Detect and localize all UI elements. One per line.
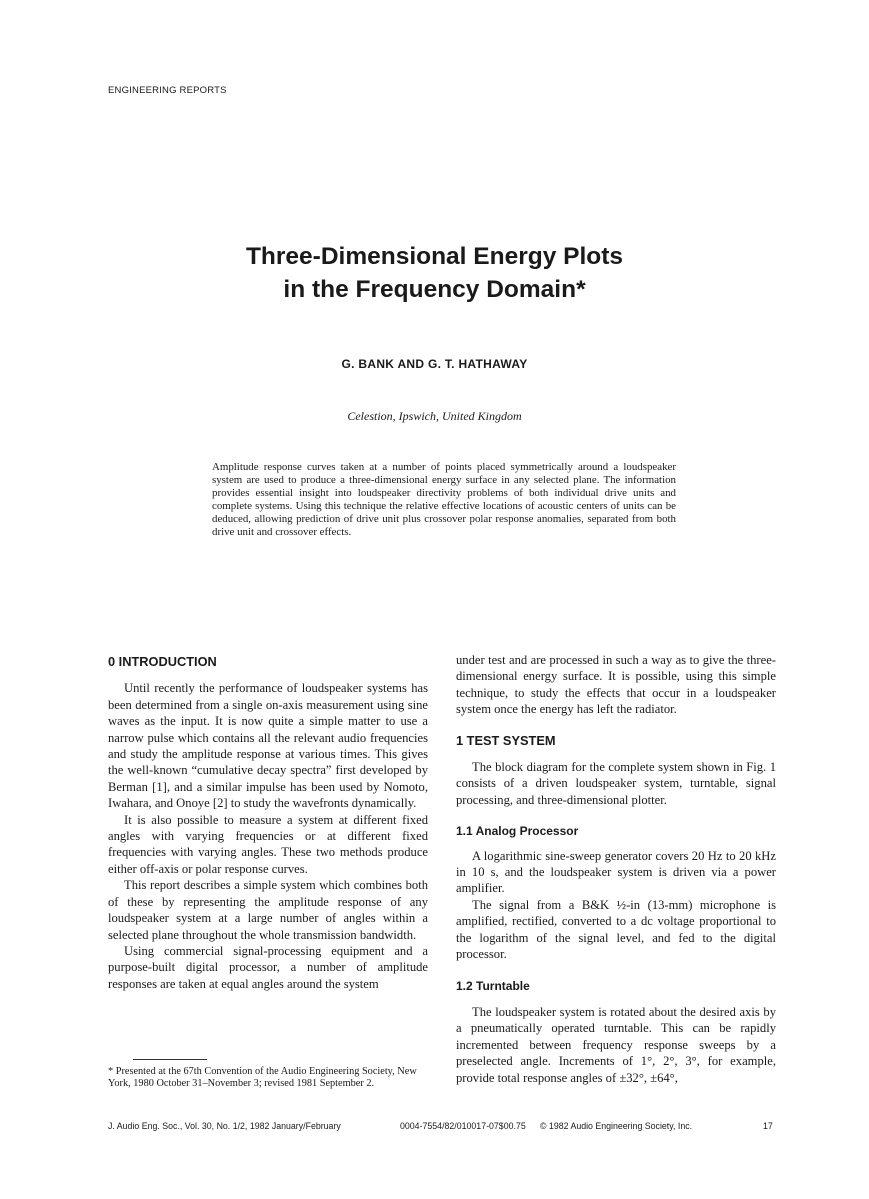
copyright-notice: © 1982 Audio Engineering Society, Inc. bbox=[540, 1121, 693, 1131]
paragraph: The loudspeaker system is rotated about the desired axis by a pneumatically operated turntable. This can be rapidly incremented between frequency response sweeps by a preselected angle. Increments of 1°, 2°, 3°, for example, provide total response angles of ±32°, ±64°, bbox=[456, 1004, 776, 1085]
left-column bbox=[108, 652, 428, 992]
footnote: * Presented at the 67th Convention of the Audio Engineering Society, New York, 1980 October 31–November 3; revised 1981 September 2. bbox=[108, 1066, 417, 1089]
footnote-divider bbox=[133, 1059, 207, 1060]
subsection-heading-analog-processor: 1.1 Analog Processor bbox=[456, 824, 579, 839]
paragraph: It is also possible to measure a system at different fixed angles with varying frequencies or at different fixed frequencies with varying angles. These two methods produce either off-axis or polar response curves. bbox=[108, 812, 428, 876]
running-head: ENGINEERING REPORTS bbox=[108, 85, 227, 96]
article-title bbox=[0, 240, 869, 306]
article-code: 0004-7554/82/010017-07$00.75 bbox=[400, 1121, 526, 1131]
journal-citation: J. Audio Eng. Soc., Vol. 30, No. 1/2, 1982 January/February bbox=[108, 1121, 341, 1131]
subsection-heading-turntable: 1.2 Turntable bbox=[456, 978, 530, 993]
paragraph-continuation: under test and are processed in such a way as to give the three-dimensional energy surface. It is possible, using this simple technique, to study the effects that occur in a loudspeaker system once the energy has left the radiator. bbox=[456, 653, 776, 717]
title-line-1: Three-Dimensional Energy Plots bbox=[245, 243, 624, 270]
paragraph: Until recently the performance of loudspeaker systems has been determined from a single on-axis measurement using sine waves as the input. It is now quite a simple matter to use a narrow pulse which contains all the relevant audio frequencies and study the amplitude response at various times. This gives the well-known “cumulative decay spectra” first developed by Berman [1], and a similar impulse has been used by Nomoto, Iwahara, and Onoye [2] to study the wavefronts dynamically. bbox=[108, 681, 428, 811]
section-heading-introduction: 0 INTRODUCTION bbox=[108, 654, 217, 669]
paragraph: The block diagram for the complete system shown in Fig. 1 consists of a driven loudspeaker system, turntable, signal processing, and three-dimensional plotter. bbox=[456, 760, 776, 807]
page-number: 17 bbox=[763, 1121, 773, 1131]
paragraph: Using commercial signal-processing equipment and a purpose-built digital processor, a number of amplitude responses are taken at equal angles around the system bbox=[108, 943, 428, 991]
paragraph: This report describes a simple system which combines both of these by representing the amplitude response of any loudspeaker system at a large number of angles within a selected plane throughout the whole transmission bandwidth. bbox=[108, 878, 428, 942]
right-column bbox=[456, 652, 776, 1086]
affiliation: Celestion, Ipswich, United Kingdom bbox=[347, 409, 522, 423]
paragraph: The signal from a B&K ½-in (13-mm) microphone is amplified, rectified, converted to a dc voltage proportional to the logarithm of the signal level, and fed to the digital processor. bbox=[456, 897, 776, 962]
section-heading-test-system: 1 TEST SYSTEM bbox=[456, 732, 556, 748]
abstract: Amplitude response curves taken at a number of points placed symmetrically around a loudspeaker system are used to produce a three-dimensional energy surface in any selected plane. The information provides essential insight into loudspeaker directivity problems of both individual drive units and complete systems. Using this technique the relative effective locations of acoustic centers of units can be deduced, allowing prediction of drive unit plus crossover polar response anomalies, separated from both drive unit and crossover effects. bbox=[212, 461, 676, 539]
paragraph: A logarithmic sine-sweep generator covers 20 Hz to 20 kHz in 10 s, and the loudspeaker system is driven via a power amplifier. bbox=[456, 848, 776, 896]
title-line-2: in the Frequency Domain* bbox=[283, 276, 586, 303]
authors: G. BANK AND G. T. HATHAWAY bbox=[341, 357, 528, 371]
